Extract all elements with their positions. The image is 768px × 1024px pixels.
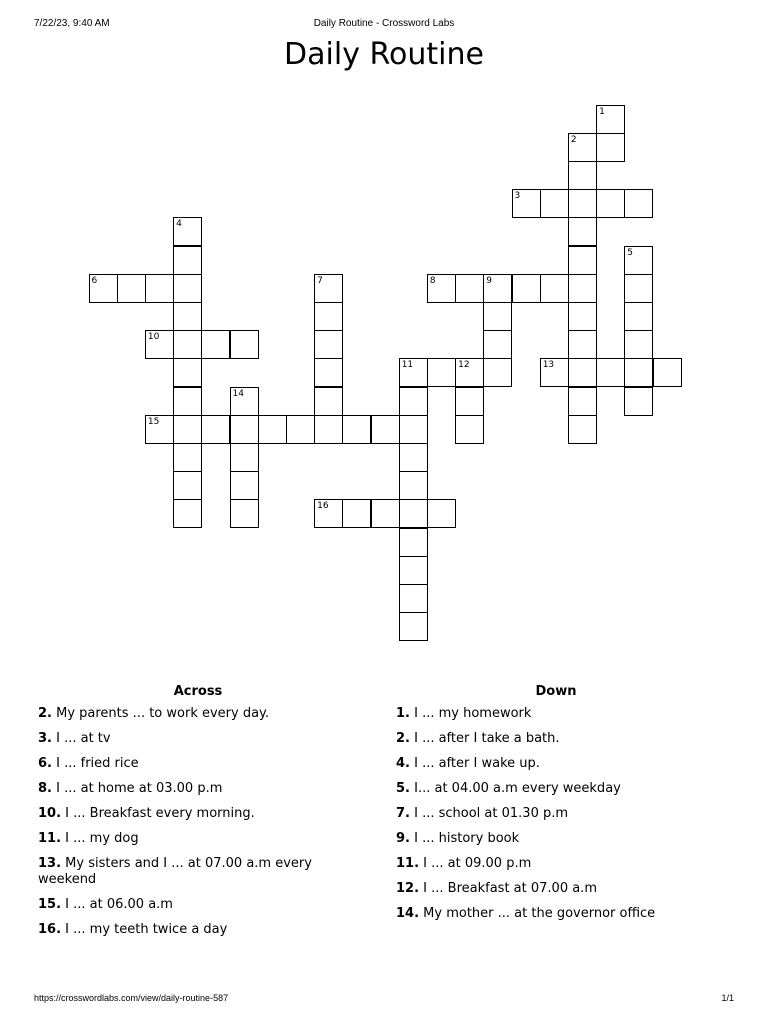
crossword-cell[interactable]	[173, 302, 202, 331]
cell-number: 12	[458, 360, 470, 371]
crossword-cell[interactable]	[399, 471, 428, 500]
clue-text: My sisters and I ... at 07.00 a.m every weekend	[38, 856, 312, 887]
across-clue	[38, 831, 358, 847]
clue-number: 7.	[396, 806, 410, 821]
clue-text: I ... at 09.00 p.m	[419, 856, 532, 871]
clue-number: 15.	[38, 897, 62, 912]
crossword-cell[interactable]	[173, 217, 202, 246]
clue-number: 6.	[38, 756, 52, 771]
crossword-cell[interactable]	[596, 105, 625, 134]
crossword-cell[interactable]	[568, 387, 597, 416]
clue-number: 4.	[396, 756, 410, 771]
cell-number: 2	[570, 134, 577, 145]
crossword-cell[interactable]	[399, 387, 428, 416]
clue-text: I ... at home at 03.00 p.m	[51, 781, 223, 796]
across-clue	[38, 706, 358, 722]
crossword-cell[interactable]	[230, 471, 259, 500]
crossword-cell[interactable]	[230, 499, 259, 528]
crossword-cell[interactable]	[173, 246, 202, 275]
across-clue	[38, 922, 358, 938]
crossword-cell[interactable]	[399, 358, 428, 387]
crossword-cell[interactable]	[568, 161, 597, 190]
down-clue	[396, 731, 716, 747]
crossword-cell[interactable]	[427, 499, 456, 528]
cell-number: 13	[542, 360, 555, 371]
down-clue	[396, 706, 716, 722]
crossword-cell[interactable]	[89, 274, 118, 303]
cell-number: 3	[514, 191, 521, 202]
clue-text: I ... at tv	[51, 731, 111, 746]
crossword-cell[interactable]	[455, 387, 484, 416]
down-clue	[396, 831, 716, 847]
crossword-cell[interactable]	[624, 358, 653, 387]
crossword-cell[interactable]	[624, 274, 653, 303]
crossword-cell[interactable]	[230, 443, 259, 472]
cell-number: 1	[599, 106, 605, 117]
crossword-cell[interactable]	[145, 330, 174, 359]
crossword-cell[interactable]	[455, 274, 484, 303]
crossword-cell[interactable]	[399, 556, 428, 585]
clue-number: 3.	[38, 731, 52, 746]
crossword-cell[interactable]	[596, 358, 625, 387]
crossword-cell[interactable]	[540, 274, 569, 303]
down-clue	[396, 881, 716, 897]
crossword-cell[interactable]	[483, 330, 512, 359]
clue-text: I ... after I take a bath.	[409, 731, 560, 746]
across-clue	[38, 756, 358, 772]
clue-number: 16.	[38, 922, 62, 937]
down-clue	[396, 856, 716, 872]
cell-number: 15	[147, 416, 160, 427]
clue-number: 11.	[38, 831, 62, 846]
down-clue	[396, 806, 716, 822]
crossword-cell[interactable]	[624, 330, 653, 359]
clue-text: I ... fried rice	[51, 756, 139, 771]
clue-text: I ... history book	[409, 831, 520, 846]
across-clue	[38, 897, 358, 913]
crossword-cell[interactable]	[173, 415, 202, 444]
crossword-cell[interactable]	[399, 528, 428, 557]
cell-number: 5	[627, 247, 634, 258]
crossword-cell[interactable]	[201, 415, 230, 444]
crossword-cell[interactable]	[145, 415, 174, 444]
crossword-cell[interactable]	[512, 189, 541, 218]
crossword-cell[interactable]	[596, 189, 625, 218]
crossword-cell[interactable]	[399, 499, 428, 528]
crossword-cell[interactable]	[314, 499, 343, 528]
clue-number: 9.	[396, 831, 410, 846]
crossword-cell[interactable]	[483, 358, 512, 387]
crossword-cell[interactable]	[568, 415, 597, 444]
clue-text: I ... at 06.00 a.m	[61, 897, 173, 912]
crossword-cell[interactable]	[399, 415, 428, 444]
down-clue	[396, 756, 716, 772]
crossword-cell[interactable]	[624, 246, 653, 275]
crossword-cell[interactable]	[314, 387, 343, 416]
crossword-cell[interactable]	[568, 330, 597, 359]
crossword-cell[interactable]	[230, 387, 259, 416]
clue-number: 2.	[396, 731, 410, 746]
crossword-cell[interactable]	[624, 302, 653, 331]
crossword-cell[interactable]	[173, 443, 202, 472]
clue-text: I... at 04.00 a.m every weekday	[409, 781, 621, 796]
clue-text: I ... my dog	[61, 831, 139, 846]
crossword-cell[interactable]	[314, 274, 343, 303]
clue-number: 13.	[38, 856, 62, 871]
clue-text: I ... Breakfast every morning.	[61, 806, 255, 821]
clue-number: 14.	[396, 906, 420, 921]
crossword-cell[interactable]	[568, 274, 597, 303]
crossword-cell[interactable]	[427, 274, 456, 303]
crossword-cell[interactable]	[371, 499, 400, 528]
clue-text: I ... Breakfast at 07.00 a.m	[419, 881, 597, 896]
crossword-cell[interactable]	[342, 499, 371, 528]
cell-number: 11	[401, 360, 414, 371]
cell-number: 7	[317, 275, 323, 286]
crossword-cell[interactable]	[286, 415, 315, 444]
across-clue	[38, 781, 358, 797]
across-clue	[38, 731, 358, 747]
down-clue	[396, 781, 716, 797]
clue-text: I ... my homework	[409, 706, 532, 721]
crossword-cell[interactable]	[455, 358, 484, 387]
cell-number: 14	[232, 388, 244, 399]
crossword-cell[interactable]	[568, 133, 597, 162]
crossword-cell[interactable]	[173, 387, 202, 416]
clue-text: I ... my teeth twice a day	[61, 922, 228, 937]
cell-number: 4	[176, 219, 182, 230]
puzzle-title: Daily Routine	[284, 37, 484, 72]
crossword-cell[interactable]	[653, 358, 682, 387]
crossword-cell[interactable]	[173, 358, 202, 387]
crossword-cell[interactable]	[230, 415, 259, 444]
crossword-cell[interactable]	[624, 189, 653, 218]
crossword-cell[interactable]	[342, 415, 371, 444]
crossword-cell[interactable]	[568, 189, 597, 218]
clue-number: 11.	[396, 856, 420, 871]
across-heading: Across	[173, 684, 223, 699]
crossword-cell[interactable]	[483, 274, 512, 303]
down-heading: Down	[535, 684, 577, 699]
crossword-cell[interactable]	[173, 330, 202, 359]
crossword-cell[interactable]	[540, 189, 569, 218]
print-page-title: Daily Routine - Crossword Labs	[313, 18, 455, 29]
crossword-cell[interactable]	[399, 584, 428, 613]
footer-url: https://crosswordlabs.com/view/daily-routine-587	[34, 993, 229, 1003]
crossword-cell[interactable]	[624, 387, 653, 416]
across-clue	[38, 806, 358, 822]
crossword-cell[interactable]	[173, 274, 202, 303]
crossword-cell[interactable]	[427, 358, 456, 387]
crossword-cell[interactable]	[230, 330, 259, 359]
crossword-cell[interactable]	[371, 415, 400, 444]
crossword-cell[interactable]	[314, 330, 343, 359]
crossword-cell[interactable]	[568, 246, 597, 275]
crossword-cell[interactable]	[201, 330, 230, 359]
crossword-cell[interactable]	[173, 499, 202, 528]
across-clue	[38, 856, 358, 888]
clue-text: My parents ... to work every day.	[51, 706, 270, 721]
down-clue	[396, 906, 716, 922]
crossword-cell[interactable]	[512, 274, 541, 303]
clue-text: I ... after I wake up.	[409, 756, 540, 771]
crossword-cell[interactable]	[596, 133, 625, 162]
down-clues	[396, 684, 716, 931]
clue-number: 5.	[396, 781, 410, 796]
footer-page-number: 1/1	[721, 993, 734, 1003]
crossword-cell[interactable]	[568, 217, 597, 246]
crossword-cell[interactable]	[173, 471, 202, 500]
crossword-cell[interactable]	[314, 415, 343, 444]
cell-number: 6	[91, 275, 98, 286]
clue-number: 1.	[396, 706, 410, 721]
cell-number: 10	[147, 332, 160, 343]
crossword-cell[interactable]	[399, 443, 428, 472]
cell-number: 8	[429, 275, 436, 286]
crossword-cell[interactable]	[568, 302, 597, 331]
clue-number: 8.	[38, 781, 52, 796]
crossword-cell[interactable]	[314, 302, 343, 331]
clue-text: I ... school at 01.30 p.m	[409, 806, 569, 821]
across-clues	[38, 684, 358, 947]
crossword-cell[interactable]	[145, 274, 174, 303]
crossword-cell[interactable]	[540, 358, 569, 387]
crossword-cell[interactable]	[568, 358, 597, 387]
clue-number: 2.	[38, 706, 52, 721]
cell-number: 9	[486, 275, 493, 286]
clue-number: 12.	[396, 881, 420, 896]
crossword-cell[interactable]	[399, 612, 428, 641]
crossword-cell[interactable]	[483, 302, 512, 331]
crossword-cell[interactable]	[314, 358, 343, 387]
crossword-cell[interactable]	[258, 415, 287, 444]
crossword-cell[interactable]	[117, 274, 146, 303]
cell-number: 16	[317, 501, 329, 512]
clue-text: My mother ... at the governor office	[419, 906, 656, 921]
clue-number: 10.	[38, 806, 62, 821]
crossword-cell[interactable]	[455, 415, 484, 444]
print-date: 7/22/23, 9:40 AM	[34, 18, 110, 29]
